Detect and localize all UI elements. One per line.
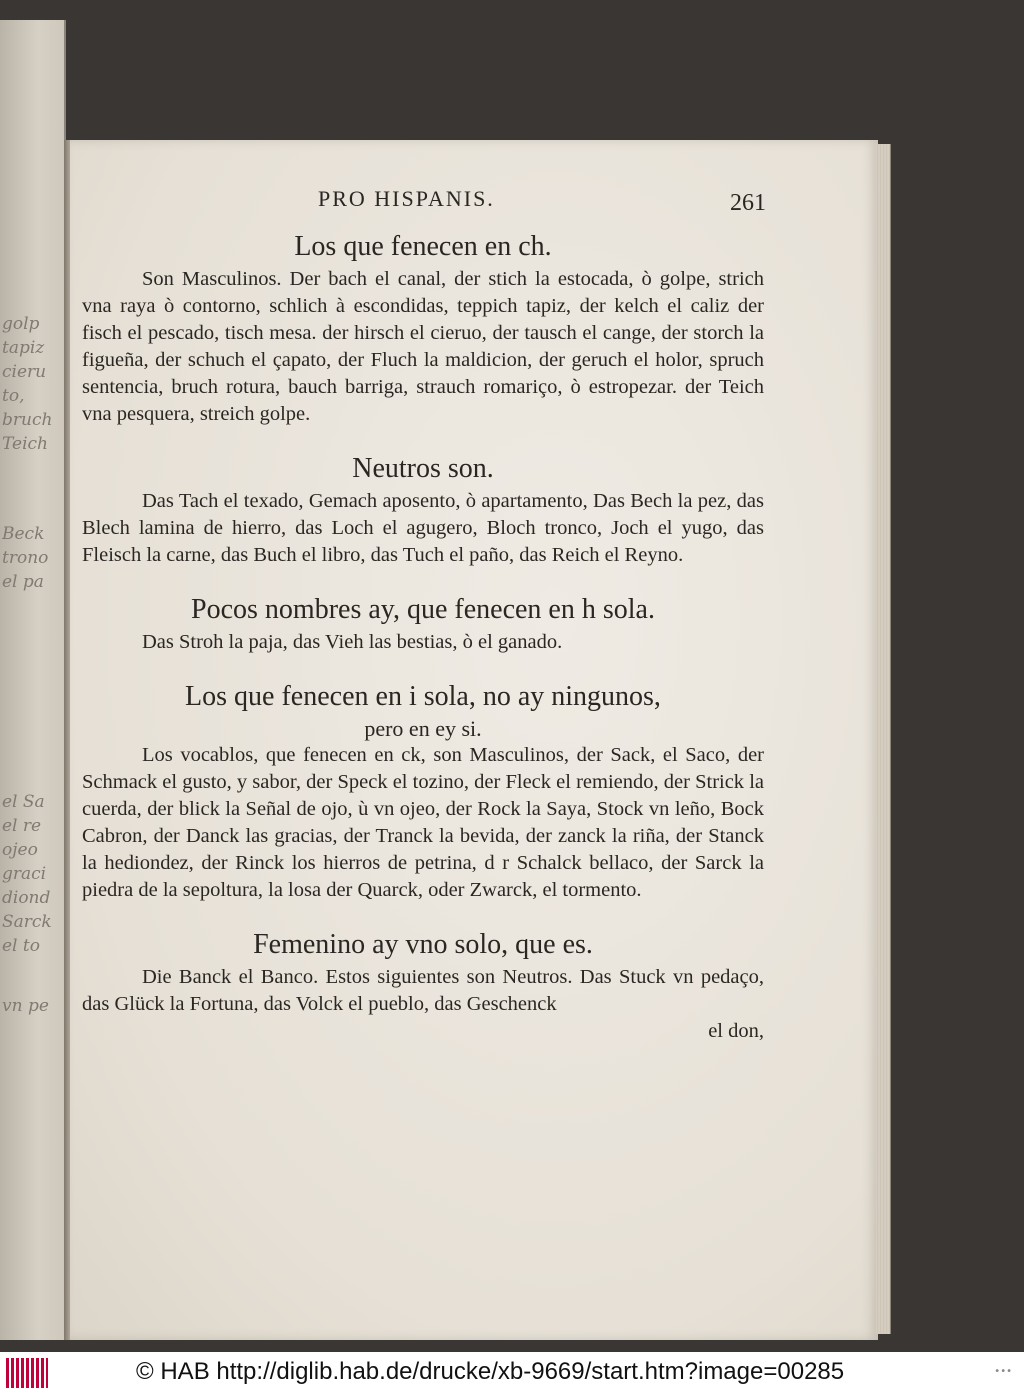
- facing-page-fragment: Beck: [2, 524, 45, 544]
- facing-page-fragment: Sarck: [2, 912, 52, 932]
- hab-logo-icon: [6, 1358, 48, 1388]
- facing-page-fragment: diond: [2, 888, 51, 908]
- page-edges: [876, 144, 891, 1334]
- running-head: [82, 180, 764, 220]
- section-heading: Femenino ay vno solo, que es.: [253, 929, 593, 960]
- facing-page-fragment: tapiz: [2, 338, 45, 358]
- facing-page-fragment: cieru: [2, 362, 47, 382]
- section-heading: Neutros son.: [352, 453, 494, 484]
- more-icon[interactable]: •••: [994, 1366, 1012, 1377]
- facing-page-fragment: golp: [2, 314, 40, 334]
- page-text: [82, 180, 764, 1045]
- facing-page-fragment: el to: [2, 936, 40, 956]
- copyright-url[interactable]: © HAB http://diglib.hab.de/drucke/xb-9669/start.htm?image=00285: [136, 1358, 845, 1385]
- catchword: el don,: [708, 1020, 764, 1042]
- footer-bar: [0, 1352, 1024, 1394]
- paragraph: Los vocablos, que fenecen en ck, son Masculinos, der Sack, el Saco, der Schmack el gusto, y sabor, der Speck el tozino, der Fleck el remiendo, der Strick la cuerda, der blick la Señal de ojo, ù vn ojeo, der Rock la Saya, Stock vn leño, Bock Cabron, der Danck las gracias, der Tranck la bevida, der zanck la riña, der Stanck la hediondez, der Rinck los hierros de petrina, d r Schalck bellaco, der Sarck la piedra de la sepoltura, la losa der Quarck, oder Zwarck, el tormento.: [82, 744, 764, 901]
- facing-page-fragment: vn pe: [2, 996, 49, 1016]
- section-subheading: pero en ey si.: [364, 716, 482, 741]
- section-heading: Los que fenecen en i sola, no ay ningunos,: [185, 681, 661, 712]
- section-heading: Los que fenecen en ch.: [294, 231, 552, 262]
- facing-page-fragment: el Sa: [2, 792, 45, 812]
- facing-page-fragment: ojeo: [2, 840, 38, 860]
- section-heading: Pocos nombres ay, que fenecen en h sola.: [191, 594, 655, 625]
- facing-page-fragment: Teich: [2, 434, 48, 454]
- facing-page: [0, 20, 66, 1340]
- facing-page-fragment: bruch: [2, 410, 53, 430]
- facing-page-text: [2, 310, 62, 1016]
- paragraph: Son Masculinos. Der bach el canal, der stich la estocada, ò golpe, strich vna raya ò contorno, schlich à escondidas, teppich tapiz, der kelch el caliz der fisch el pescado, tisch mesa. der hirsch el cieruo, der tausch el cange, der storch la figueña, der schuch el çapato, der Fluch la maldicion, der geruch el holor, spruch sentencia, bruch rotura, bauch barriga, strauch romariço, ò estropezar. der Teich vna pesquera, streich golpe.: [82, 268, 764, 425]
- facing-page-fragment: el re: [2, 816, 42, 836]
- page-number: 261: [730, 190, 766, 216]
- paragraph: Das Stroh la paja, das Vieh las bestias, ò el ganado.: [142, 631, 563, 653]
- body-text: [82, 228, 764, 1045]
- facing-page-fragment: trono: [2, 548, 49, 568]
- paragraph: Die Banck el Banco. Estos siguientes son Neutros. Das Stuck vn pedaço, das Glück la Fortuna, das Volck el pueblo, das Geschenck: [82, 966, 764, 1015]
- facing-page-fragment: graci: [2, 864, 47, 884]
- facing-page-fragment: el pa: [2, 572, 44, 592]
- paragraph: Das Tach el texado, Gemach aposento, ò apartamento, Das Bech la pez, das Blech lamina de hierro, das Loch el agugero, Bloch tronco, Joch el yugo, das Fleisch la carne, das Buch el libro, das Tuch el paño, das Reich el Reyno.: [82, 490, 764, 566]
- running-title: PRO HISPANIS.: [318, 186, 495, 211]
- facing-page-fragment: to,: [2, 386, 25, 406]
